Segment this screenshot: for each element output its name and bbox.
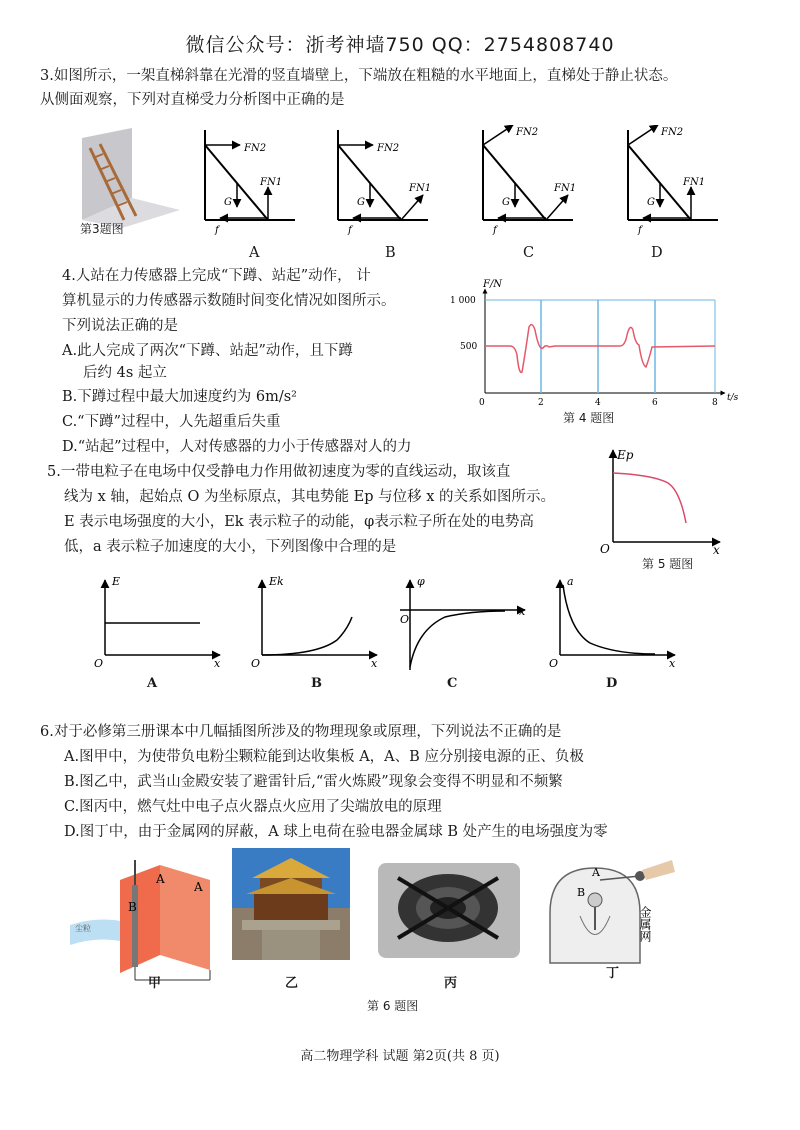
- page-header: 微信公众号：浙考神墙750 QQ：2754808740: [185, 34, 615, 56]
- label-f: f: [493, 225, 497, 236]
- q4-stem-line1: 4.人站在力传感器上完成“下蹲、站起”动作， 计: [62, 268, 371, 284]
- q5-c-o: O: [400, 613, 410, 626]
- q5-graph-d: [549, 575, 676, 670]
- q5-stem-line4: 低，a 表示粒子加速度的大小，下列图像中合理的是: [64, 539, 397, 555]
- q5-ep-graph: [598, 445, 728, 555]
- q3-diagram-a: [205, 130, 295, 236]
- q5-ep-ylabel: Ep: [617, 448, 634, 462]
- q4-force-time-chart: [445, 275, 745, 425]
- q6-label-ding: 丁: [606, 966, 620, 981]
- q4-xtick-8: 8: [712, 398, 718, 408]
- q6-ding-b: B: [577, 886, 586, 899]
- q4-ytick-1000: 1 000: [450, 296, 476, 306]
- label-g: G: [357, 197, 365, 208]
- q4-option-b: B.下蹲过程中最大加速度约为 6m/s²: [62, 389, 297, 405]
- q6-pic-ding: [540, 858, 680, 968]
- q5-c-y: φ: [417, 575, 425, 588]
- q3-ladder-figure: [62, 128, 180, 228]
- q6-jia-b: B: [128, 900, 137, 914]
- q4-xlabel: t/s: [727, 393, 739, 403]
- q4-option-a2: 后约 4s 起立: [83, 365, 167, 381]
- q6-stem: 6.对于必修第三册课本中几幅插图所涉及的物理现象或原理，下列说法不正确的是: [40, 724, 562, 740]
- q5-graph-b: [251, 575, 378, 670]
- q5-graph-a: [94, 575, 221, 670]
- q3-force-diagrams: [190, 125, 750, 240]
- q6-label-bing: 丙: [444, 976, 458, 991]
- q5-ep-origin: O: [600, 542, 610, 555]
- q6-option-d: D.图丁中，由于金属网的屏蔽，A 球上电荷在验电器金属球 B 处产生的电场强度为零: [64, 824, 608, 840]
- q3-option-a: A: [249, 245, 260, 261]
- q3-option-b: B: [385, 245, 396, 261]
- label-f: f: [638, 225, 642, 236]
- q5-b-x: x: [371, 657, 378, 670]
- q5-graph-c: [400, 575, 526, 670]
- q5-ep-xlabel: x: [713, 543, 720, 555]
- q5-d-o: O: [549, 657, 559, 670]
- q4-ylabel: F/N: [483, 279, 503, 290]
- label-fn1: FN1: [554, 183, 577, 194]
- q3-fig-caption: 第3题图: [80, 222, 124, 236]
- label-fn1: FN1: [409, 183, 432, 194]
- q3-diagram-c: [483, 125, 576, 236]
- q4-option-d: D.“站起”过程中，人对传感器的力小于传感器对人的力: [62, 439, 412, 455]
- q3-option-d: D: [651, 245, 663, 261]
- q4-xtick-4: 4: [595, 398, 601, 408]
- q6-option-c: C.图丙中，燃气灶中电子点火器点火应用了尖端放电的原理: [64, 799, 442, 815]
- label-g: G: [647, 197, 655, 208]
- q6-pic-yi: [232, 848, 350, 960]
- q5-label-c: C: [447, 676, 458, 691]
- page-footer: 高二物理学科 试题 第2页(共 8 页): [300, 1049, 500, 1064]
- q5-stem-line1: 5.一带电粒子在电场中仅受静电力作用做初速度为零的直线运动，取该直: [47, 464, 511, 480]
- label-fn2: FN2: [244, 143, 267, 154]
- q6-fig-caption: 第 6 题图: [367, 999, 419, 1013]
- q3-diagram-d: [628, 125, 718, 236]
- q4-ytick-500: 500: [460, 342, 478, 352]
- q3-stem-line2: 从侧面观察，下列对直梯受力分析图中正确的是: [40, 92, 345, 108]
- q4-xtick-2: 2: [538, 398, 544, 408]
- q5-b-y: Ek: [269, 575, 284, 588]
- label-f: f: [215, 225, 219, 236]
- q4-origin: 0: [479, 398, 485, 408]
- label-fn2: FN2: [661, 127, 684, 138]
- q4-option-a1: A.此人完成了两次“下蹲、站起”动作，且下蹲: [62, 343, 353, 359]
- q6-jia-dust: 尘粒: [75, 924, 91, 933]
- label-fn1: FN1: [683, 177, 706, 188]
- q3-stem-line1: 3.如图所示，一架直梯斜靠在光滑的竖直墙壁上，下端放在粗糙的水平地面上，直梯处于静止状态。: [40, 68, 678, 84]
- q5-stem-line3: E 表示电场强度的大小，Ek 表示粒子的动能，φ表示粒子所在处的电势高: [64, 514, 534, 530]
- q5-d-y: a: [567, 575, 574, 588]
- q6-ding-a: A: [592, 866, 600, 879]
- q5-option-graphs: [90, 575, 710, 675]
- q4-stem-line3: 下列说法正确的是: [62, 318, 178, 334]
- q4-option-c: C.“下蹲”过程中，人先超重后失重: [62, 414, 281, 430]
- q5-label-d: D: [606, 676, 618, 691]
- q3-option-c: C: [523, 245, 535, 261]
- q6-pic-bing: [378, 853, 520, 961]
- q6-pic-jia: [70, 855, 230, 985]
- q5-c-x: x: [519, 605, 526, 618]
- q5-a-y: E: [112, 575, 121, 588]
- q5-fig-caption: 第 5 题图: [642, 557, 694, 571]
- q5-a-o: O: [94, 657, 104, 670]
- q4-force-curve: [485, 325, 715, 373]
- q6-jia-a1: A: [156, 872, 165, 886]
- q6-option-b: B.图乙中，武当山金殿安装了避雷针后,“雷火炼殿”现象会变得不明显和不频繁: [64, 774, 563, 790]
- label-fn2: FN2: [377, 143, 400, 154]
- q6-label-jia: 甲: [148, 976, 162, 991]
- q6-label-yi: 乙: [285, 976, 299, 991]
- q5-stem-line2: 线为 x 轴，起始点 O 为坐标原点，其电势能 Ep 与位移 x 的关系如图所示。: [64, 489, 555, 505]
- q5-label-a: A: [147, 676, 158, 691]
- label-fn2: FN2: [516, 127, 539, 138]
- q6-jia-a2: A: [194, 880, 203, 894]
- q4-stem-line2: 算机显示的力传感器示数随时间变化情况如图所示。: [62, 293, 396, 309]
- q4-xtick-6: 6: [652, 398, 658, 408]
- q5-a-x: x: [214, 657, 221, 670]
- q5-b-o: O: [251, 657, 261, 670]
- q6-ding-net: 金属网: [638, 906, 652, 942]
- q5-d-x: x: [669, 657, 676, 670]
- q4-fig-caption: 第 4 题图: [563, 411, 615, 425]
- q3-diagram-b: [338, 130, 431, 236]
- q5-label-b: B: [311, 676, 322, 691]
- q6-option-a: A.图甲中，为使带负电粉尘颗粒能到达收集板 A，A、B 应分别接电源的正、负极: [64, 749, 584, 765]
- label-g: G: [224, 197, 232, 208]
- label-g: G: [502, 197, 510, 208]
- label-fn1: FN1: [260, 177, 283, 188]
- label-f: f: [348, 225, 352, 236]
